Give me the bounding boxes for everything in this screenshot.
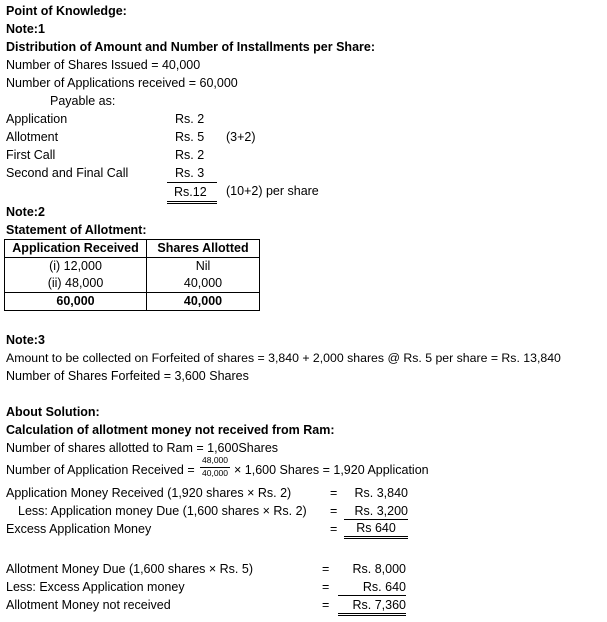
allotment-table: [4, 239, 260, 311]
calc-equals: =: [330, 486, 338, 500]
calc-value: Rs. 3,200: [344, 504, 408, 520]
table-cell: (i) 12,000: [5, 258, 147, 276]
solution-subheading: Calculation of allotment money not received from Ram:: [6, 423, 335, 437]
solution-heading: About Solution:: [6, 405, 100, 419]
installment-total-amount: Rs.12: [167, 182, 217, 204]
calc-label: Less: Application money Due (1,600 shares × Rs. 2): [18, 504, 307, 518]
calc-value: Rs. 8,000: [352, 562, 406, 576]
fraction-denominator: 40,000: [202, 468, 228, 478]
note1-heading: Note:1: [6, 22, 45, 36]
calc-label: Allotment Money not received: [6, 598, 171, 612]
calc-equals: =: [330, 504, 338, 518]
table-header-row: [5, 240, 260, 258]
payable-as-label: Payable as:: [50, 94, 116, 108]
table-row: [5, 275, 260, 293]
table-cell: 40,000: [147, 275, 260, 293]
installment-total-note: (10+2) per share: [226, 184, 319, 198]
calc-value: Rs. 3,840: [354, 486, 408, 500]
installment-label: First Call: [6, 148, 56, 162]
calc-value: Rs. 7,360: [338, 598, 406, 616]
note3-forfeit-amount: Amount to be collected on Forfeited of shares = 3,840 + 2,000 shares @ Rs. 5 per share = Rs. 13,840: [6, 351, 561, 365]
page-title: Point of Knowledge:: [6, 4, 127, 18]
table-cell: Nil: [147, 258, 260, 276]
calc-equals: =: [322, 562, 330, 576]
installment-note: (3+2): [226, 130, 256, 144]
table-total-cell: 60,000: [5, 293, 147, 311]
installment-amount: Rs. 2: [175, 112, 205, 126]
calc-value: Rs 640: [344, 521, 408, 539]
note1-subheading: Distribution of Amount and Number of Installments per Share:: [6, 40, 376, 54]
app-received-prefix: Number of Application Received =: [6, 463, 195, 477]
app-received-suffix: × 1,600 Shares = 1,920 Application: [234, 463, 429, 477]
installment-label: Application: [6, 112, 68, 126]
calc-label: Allotment Money Due (1,600 shares × Rs. 5): [6, 562, 253, 576]
note2-heading: Note:2: [6, 205, 45, 219]
column-header: Application Received: [5, 240, 147, 258]
table-total-cell: 40,000: [147, 293, 260, 311]
shares-issued-text: Number of Shares Issued = 40,000: [6, 58, 201, 72]
table-total-row: [5, 293, 260, 311]
table-row: [5, 258, 260, 276]
calc-equals: =: [322, 580, 330, 594]
table-cell: (ii) 48,000: [5, 275, 147, 293]
installment-label: Second and Final Call: [6, 166, 129, 180]
installment-amount: Rs. 2: [175, 148, 205, 162]
column-header: Shares Allotted: [147, 240, 260, 258]
calc-label: Excess Application Money: [6, 522, 152, 536]
note2-subheading: Statement of Allotment:: [6, 223, 147, 237]
calc-label: Less: Excess Application money: [6, 580, 185, 594]
installment-label: Allotment: [6, 130, 59, 144]
installment-amount: Rs. 5: [175, 130, 205, 144]
calc-value: Rs. 640: [338, 580, 406, 596]
calc-label: Application Money Received (1,920 shares × Rs. 2): [6, 486, 292, 500]
installment-amount: Rs. 3: [175, 166, 205, 180]
calc-equals: =: [322, 598, 330, 612]
fraction-numerator: 48,000: [202, 455, 228, 465]
applications-received-text: Number of Applications received = 60,000: [6, 76, 238, 90]
shares-allotted-text: Number of shares allotted to Ram = 1,600Shares: [6, 441, 279, 455]
note3-forfeit-shares: Number of Shares Forfeited = 3,600 Shares: [6, 369, 249, 383]
calc-equals: =: [330, 522, 338, 536]
note3-heading: Note:3: [6, 333, 45, 347]
